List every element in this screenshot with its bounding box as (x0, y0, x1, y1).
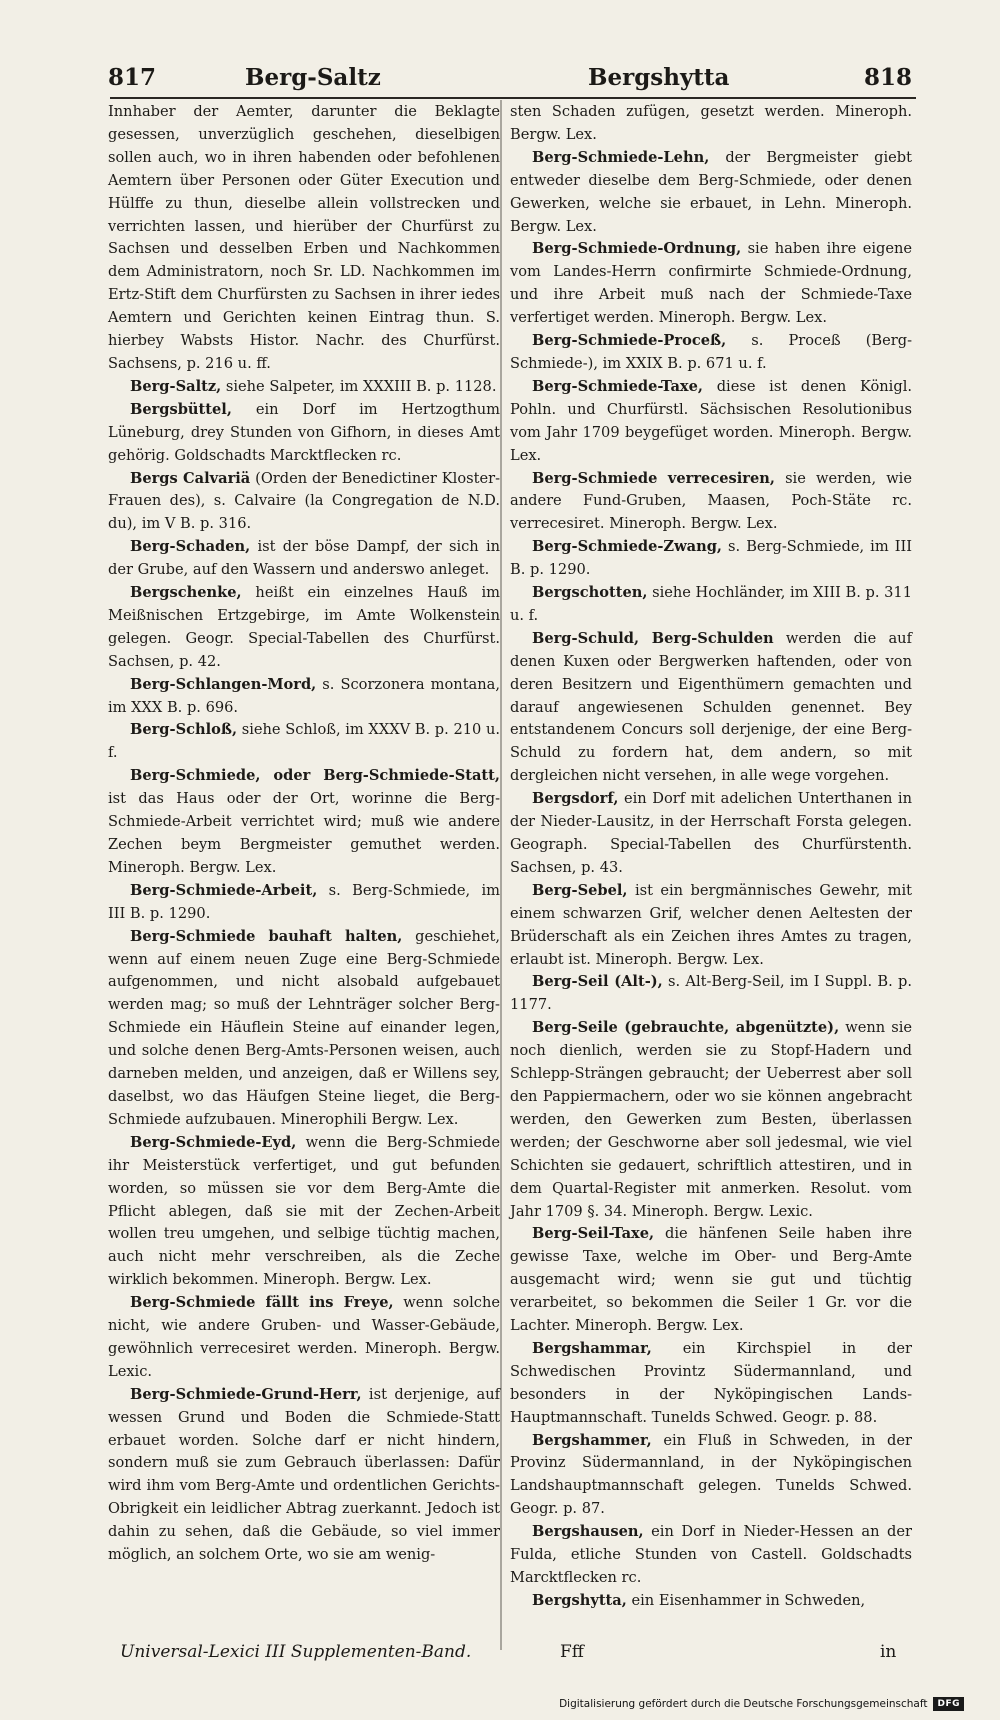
dictionary-entry (510, 1590, 912, 1613)
entry-headword: Bergshausen, (532, 1523, 644, 1541)
entry-body: sie haben ihre eigene vom Landes-Herrn confirmirte Schmiede-Ordnung, und ihre Arbeit muß nach der Schmiede-Taxe verfertiget werden. Mineroph. Bergw. Lex. (510, 240, 913, 327)
entry-headword: Bergsdorf, (532, 790, 619, 808)
entry-headword: Berg-Schaden, (130, 538, 251, 556)
digitization-credit (559, 1694, 964, 1714)
entry-headword: Bergschenke, (130, 584, 242, 602)
entry-body: ist derjenige, auf wessen Grund und Boden die Schmiede-Statt erbauet worden. Solche darf er nicht hindern, sondern muß sie zum Gebrauch überlassen: Dafür wird ihm vom Berg-Amte und ordentlichen Gerichts-Obrigkeit ein leidlicher Abtrag zuerkannt. Jedoch ist dahin zu sehen, daß die Gebäude, so viel immer möglich, an solchem Orte, wo sie am wenig- (108, 1385, 501, 1564)
entry-body: ist ein bergmännisches Gewehr, mit einem schwarzen Grif, welcher denen Aeltesten der Brüderschaft als ein Zeichen ihres Amtes zu tragen, erlaubt ist. Mineroph. Bergw. Lex. (510, 881, 912, 968)
dictionary-entry (510, 788, 912, 880)
entry-headword: Berg-Seil (Alt-), (532, 973, 663, 991)
dictionary-entry (510, 1017, 912, 1223)
dictionary-entry (108, 468, 500, 537)
signature-mark: Fff (560, 1642, 584, 1662)
signature-note: Universal-Lexici III Supplementen-Band. (120, 1642, 472, 1662)
page-number-right: 818 (864, 64, 913, 91)
entry-headword: Berg-Schmiede verrecesiren, (532, 469, 775, 487)
entry-body: sie werden, wie andere Fund-Gruben, Maasen, Poch-Stäte rc. verrecesiret. Mineroph. Bergw. Lex. (510, 469, 912, 533)
entry-headword: Berg-Schmiede-Grund-Herr, (130, 1385, 362, 1403)
dictionary-entry (510, 376, 912, 468)
entry-headword: Berg-Schmiede, oder Berg-Schmiede-Statt, (130, 767, 500, 785)
dictionary-entry (108, 582, 500, 674)
dictionary-entry (510, 468, 912, 537)
entry-body: sten Schaden zufügen, gesetzt werden. Mineroph. Bergw. Lex. (510, 103, 912, 143)
column-divider (500, 100, 502, 1650)
entry-body: s. Alt-Berg-Seil, im I Suppl. B. p. 1177. (510, 973, 913, 1014)
entry-headword: Berg-Seile (gebrauchte, abgenützte), (532, 1019, 840, 1037)
entry-headword: Berg-Schmiede-Proceß, (532, 332, 727, 350)
dictionary-entry (510, 147, 912, 239)
dictionary-entry (108, 674, 500, 720)
entry-body: der Bergmeister giebt entweder dieselbe dem Berg-Schmiede, oder denen Gewerken, welche sie erbauet, in Lehn. Mineroph. Bergw. Lex. (510, 148, 913, 235)
page-number-left: 817 (108, 64, 157, 91)
entry-body: ist das Haus oder der Ort, worinne die Berg-Schmiede-Arbeit verrichtet wird; muß wie andere Zechen beym Bergmeister gemuthet werden. Mineroph. Bergw. Lex. (108, 790, 500, 876)
dictionary-entry (510, 238, 912, 330)
digitization-credit-text: Digitalisierung gefördert durch die Deutsche Forschungsgemeinschaft (559, 1698, 928, 1710)
entry-body: (Orden der Benedictiner Kloster-Frauen des), s. Calvaire (la Congregation de N.D. du), im V B. p. 316. (108, 469, 501, 533)
entry-headword: Berg-Schmiede-Ordnung, (532, 240, 742, 258)
entry-body: ein Dorf im Hertzogthum Lüneburg, drey Stunden von Gifhorn, in dieses Amt gehörig. Goldschadts Marcktflecken rc. (108, 400, 501, 464)
entry-body: s. Proceß (Berg-Schmiede-), im XXIX B. p. 671 u. f. (510, 332, 913, 372)
entry-headword: Bergshammer, (532, 1431, 652, 1449)
entry-headword: Berg-Sebel, (532, 881, 628, 899)
entry-headword: Bergschotten, (532, 584, 648, 602)
entry-body: ein Dorf mit adelichen Unterthanen in der Nieder-Lausitz, in der Herrschaft Forsta gelegen. Geograph. Special-Tabellen des Churfürstenth. Sachsen, p. 43. (510, 790, 913, 876)
entry-body: wenn die Berg-Schmiede ihr Meisterstück verfertiget, und gut befunden worden, so müssen sie vor dem Berg-Amte die Pflicht ablegen, daß sie mit der Zechen-Arbeit wollen treu umgehen, und selbige tüchtig machen, auch nicht mehr verschreiben, als die Zeche wirklich bekommen. Mineroph. Bergw. Lex. (108, 1133, 501, 1289)
left-column (108, 101, 500, 1567)
entry-body: s. Scorzonera montana, im XXX B. p. 696. (108, 675, 500, 716)
entry-headword: Bergshammar, (532, 1339, 652, 1357)
dictionary-entry (510, 1338, 912, 1430)
dictionary-entry (108, 1384, 500, 1567)
entry-body: die hänfenen Seile haben ihre gewisse Taxe, welche im Ober- und Berg-Amte ausgemacht wird; wenn sie gut und tüchtig verarbeitet, so bekommen die Seiler 1 Gr. vor die Lachter. Mineroph. Bergw. Lex. (510, 1225, 913, 1335)
dictionary-entry (510, 1430, 912, 1522)
dictionary-entry (510, 971, 912, 1017)
dictionary-entry (108, 765, 500, 880)
entry-body: wenn solche nicht, wie andere Gruben- und Wasser-Gebäude, gewöhnlich verrecesiret werden. Mineroph. Bergw. Lexic. (108, 1294, 501, 1380)
dictionary-entry (510, 1521, 912, 1590)
entry-headword: Bergs Calvariä (130, 469, 251, 487)
entry-body: siehe Salpeter, im XXXIII B. p. 1128. (225, 377, 497, 395)
entry-body: heißt ein einzelnes Hauß im Meißnischen Ertzgebirge, im Amte Wolkenstein gelegen. Geogr. Special-Tabellen des Churfürst. Sachsen, p. 42. (108, 584, 500, 670)
entry-headword: Berg-Saltz, (130, 377, 222, 395)
dfg-logo: DFG (933, 1697, 964, 1711)
header-rule (110, 97, 916, 99)
dictionary-entry (108, 1132, 500, 1292)
entry-body: werden die auf denen Kuxen oder Bergwerken haftenden, oder von deren Besitzern und Eigenthümern gemachten und darauf angewiesenen Schulden genennet. Bey entstandenem Concurs soll derjenige, der eine Berg-Schuld zu fordern hat, dem andern, so mit dergleichen nicht versehen, in alle wege vorgehen. (510, 629, 912, 785)
dictionary-entry (510, 628, 912, 788)
dictionary-entry (510, 880, 912, 972)
entry-body: wenn sie noch dienlich, werden sie zu Stopf-Hadern und Schlepp-Strängen gebraucht; der Ueberrest aber soll den Pappiermachern, oder wo sie können angebracht werden, den Gewerken zum Besten, überlassen werden; der Geschworne aber soll jedesmal, wie viel Schichten sie gedauert, schriftlich attestiren, und in dem Quartal-Register mit anmerken. Resolut. vom Jahr 1709 §. 34. Mineroph. Bergw. Lexic. (510, 1019, 913, 1220)
entry-body: ist der böse Dampf, der sich in der Grube, auf den Wassern und anderswo anleget. (108, 538, 501, 579)
entry-body: diese ist denen Königl. Pohln. und Churfürstl. Sächsischen Resolutionibus vom Jahr 1709 beygefüget worden. Mineroph. Bergw. Lex. (510, 377, 913, 464)
entry-headword: Berg-Schlangen-Mord, (130, 675, 317, 693)
entry-headword: Berg-Schuld, Berg-Schulden (532, 629, 774, 647)
dictionary-entry (108, 1292, 500, 1384)
dictionary-entry (108, 880, 500, 926)
running-head-left: Berg-Saltz (245, 64, 381, 91)
entry-body: siehe Schloß, im XXXV B. p. 210 u. f. (108, 721, 500, 762)
dictionary-entry (510, 536, 912, 582)
entry-headword: Berg-Schmiede-Eyd, (130, 1133, 297, 1151)
right-column (510, 101, 912, 1613)
entry-headword: Berg-Schmiede-Zwang, (532, 538, 722, 556)
catchword: in (880, 1642, 897, 1662)
dictionary-entry (108, 399, 500, 468)
dictionary-entry (510, 330, 912, 376)
entry-body: geschiehet, wenn auf einem neuen Zuge eine Berg-Schmiede aufgenommen, und nicht alsobald aufgebauet werden mag; so muß der Lehnträger solcher Berg-Schmiede ein Häuflein Steine auf einander legen, und solche denen Berg-Amts-Personen weisen, auch darneben melden, und anzeigen, daß er Willens sey, daselbst, wo das Häufgen Steine lieget, die Berg-Schmiede aufzubauen. Minerophili Bergw. Lex. (108, 927, 501, 1128)
entry-body: ein Kirchspiel in der Schwedischen Provintz Südermannland, und besonders in der Nyköpingischen Lands-Hauptmannschaft. Tunelds Schwed. Geogr. p. 88. (510, 1339, 913, 1426)
entry-body: siehe Hochländer, im XIII B. p. 311 u. f. (510, 584, 912, 624)
dictionary-entry (108, 101, 500, 376)
entry-body: s. Berg-Schmiede, im III B. p. 1290. (510, 538, 912, 579)
entry-body: ein Fluß in Schweden, in der Provinz Südermannland, in der Nyköpingischen Landshauptmannschaft gelegen. Tunelds Schwed. Geogr. p. 87. (510, 1431, 913, 1518)
entry-headword: Berg-Seil-Taxe, (532, 1225, 655, 1243)
dictionary-entry (510, 1223, 912, 1338)
entry-headword: Berg-Schmiede bauhaft halten, (130, 927, 403, 945)
entry-headword: Bergshytta, (532, 1591, 627, 1609)
entry-body: ein Eisenhammer in Schweden, (631, 1591, 866, 1609)
running-head-right: Bergshytta (588, 64, 730, 91)
dictionary-entry (108, 536, 500, 582)
entry-headword: Berg-Schloß, (130, 721, 238, 739)
dictionary-entry (510, 101, 912, 147)
entry-headword: Berg-Schmiede-Taxe, (532, 377, 703, 395)
dictionary-entry (108, 719, 500, 765)
entry-headword: Berg-Schmiede-Arbeit, (130, 881, 318, 899)
entry-body: s. Berg-Schmiede, im III B. p. 1290. (108, 881, 500, 922)
dictionary-entry (108, 926, 500, 1132)
dictionary-entry (108, 376, 500, 399)
entry-headword: Berg-Schmiede fällt ins Freye, (130, 1294, 394, 1312)
dictionary-entry (510, 582, 912, 628)
entry-body: ein Dorf in Nieder-Hessen an der Fulda, etliche Stunden von Castell. Goldschadts Marcktflecken rc. (510, 1523, 912, 1586)
entry-headword: Bergsbüttel, (130, 400, 232, 418)
entry-body: Innhaber der Aemter, darunter die Beklagte gesessen, unverzüglich geschehen, dieselbigen sollen auch, wo in ihren habenden oder befohlenen Aemtern über Personen oder Güter Execution und Hülffe zu thun, dieselbe allein vollstrecken und verrichten lassen, und hierüber der Churfürst zu Sachsen und desselben Erben und Nachkommen dem Administratorn, noch Sr. LD. Nachkommen im Ertz-Stift dem Churfürsten zu Sachsen in ihrer iedes Aemtern und Gerichten keinen Eintrag thun. S. hierbey Wabsts Histor. Nachr. des Churfürst. Sachsens, p. 216 u. ff. (108, 103, 500, 372)
entry-headword: Berg-Schmiede-Lehn, (532, 148, 710, 166)
